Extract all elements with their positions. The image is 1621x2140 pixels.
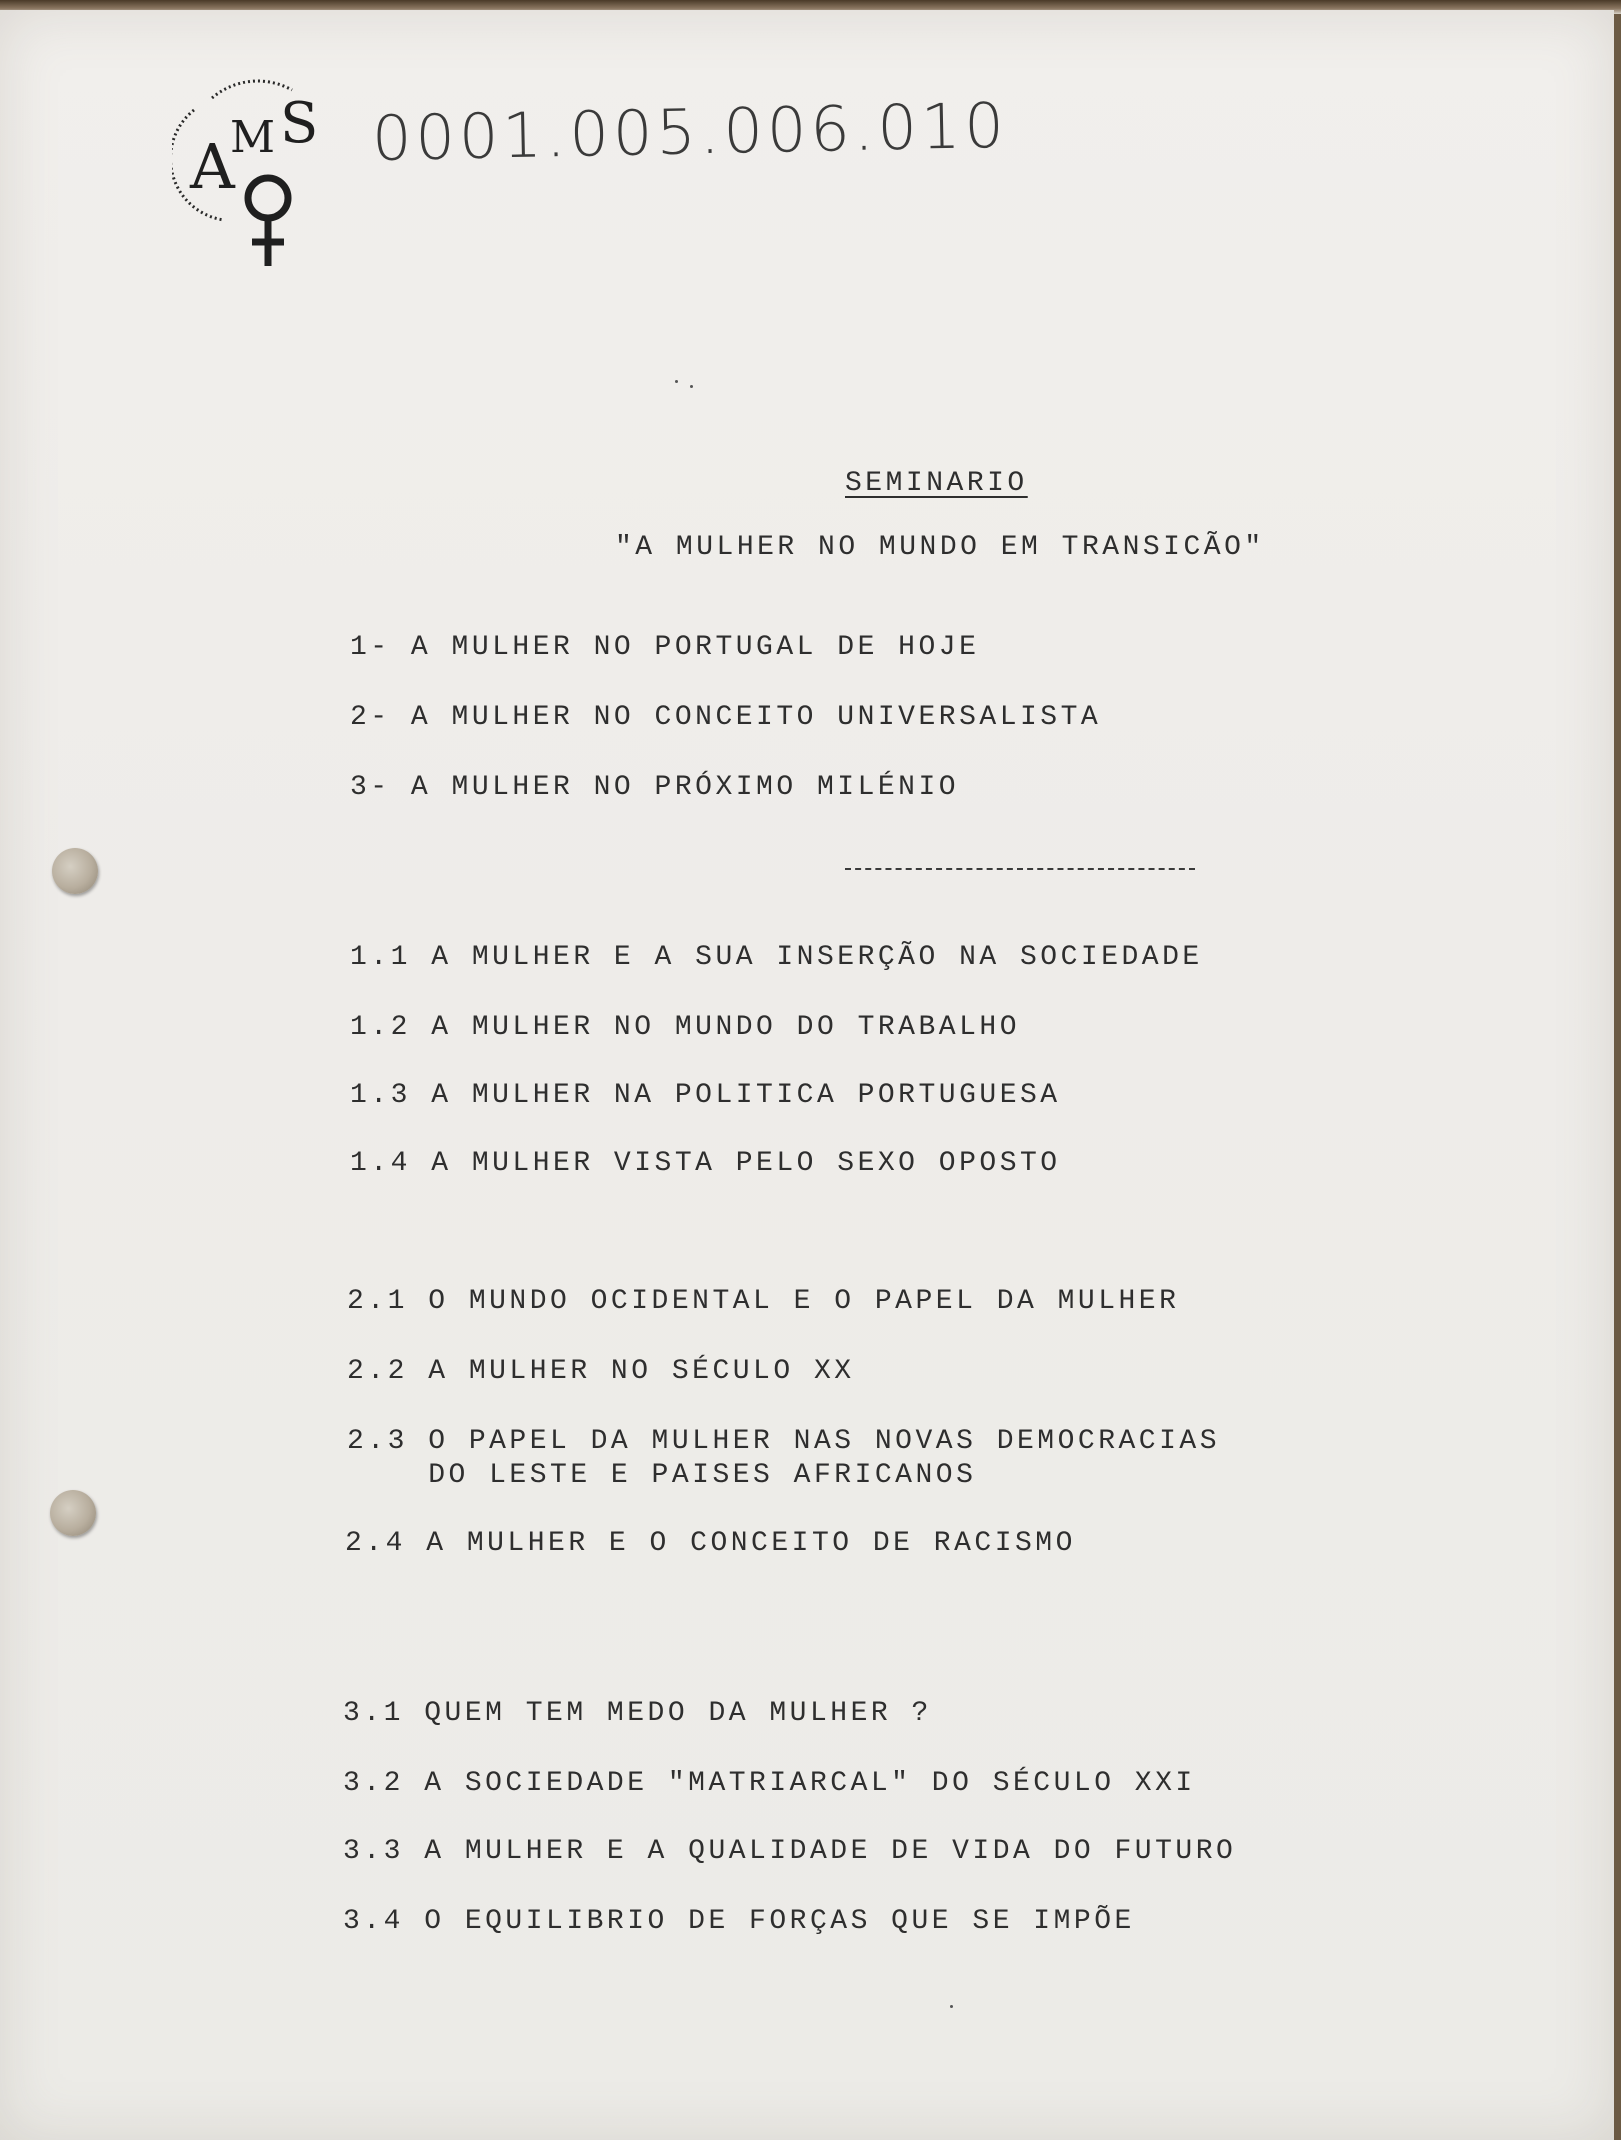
speck: [950, 2005, 953, 2008]
speck: [690, 385, 693, 388]
section1-item: 1.2 A MULHER NO MUNDO DO TRABALHO: [350, 1012, 1020, 1043]
section2-item: 2.4 A MULHER E O CONCEITO DE RACISMO: [345, 1528, 1076, 1559]
section3-item: 3.4 O EQUILIBRIO DE FORÇAS QUE SE IMPÕE: [343, 1906, 1135, 1937]
svg-text:S: S: [280, 91, 319, 156]
speck: [675, 380, 678, 383]
theme-item: 3- A MULHER NO PRÓXIMO MILÉNIO: [350, 772, 960, 803]
catalog-number: 0001.005.006.010: [371, 88, 1009, 175]
section2-item-continuation: DO LESTE E PAISES AFRICANOS: [347, 1460, 977, 1491]
section3-item: 3.2 A SOCIEDADE "MATRIARCAL" DO SÉCULO XXI: [343, 1768, 1196, 1799]
section2-item: 2.3 O PAPEL DA MULHER NAS NOVAS DEMOCRACIAS: [347, 1426, 1221, 1457]
document-page: [0, 10, 1614, 2140]
svg-text:M: M: [230, 112, 276, 163]
section3-item: 3.1 QUEM TEM MEDO DA MULHER ?: [343, 1698, 932, 1729]
section2-item: 2.1 O MUNDO OCIDENTAL E O PAPEL DA MULHER: [347, 1286, 1180, 1317]
section3-item: 3.3 A MULHER E A QUALIDADE DE VIDA DO FUTURO: [343, 1836, 1237, 1867]
section1-item: 1.4 A MULHER VISTA PELO SEXO OPOSTO: [350, 1148, 1061, 1179]
theme-item: 1- A MULHER NO PORTUGAL DE HOJE: [350, 632, 980, 663]
section1-item: 1.3 A MULHER NA POLITICA PORTUGUESA: [350, 1080, 1061, 1111]
document-heading: SEMINARIO: [845, 468, 1028, 499]
punch-hole-bottom: [50, 1490, 96, 1536]
section1-item: 1.1 A MULHER E A SUA INSERÇÃO NA SOCIEDADE: [350, 942, 1203, 973]
punch-hole-top: [52, 848, 98, 894]
ams-logo: [172, 70, 332, 275]
document-subtitle: "A MULHER NO MUNDO EM TRANSICÃO": [615, 532, 1265, 563]
section2-item: 2.2 A MULHER NO SÉCULO XX: [347, 1356, 855, 1387]
svg-text:A: A: [190, 130, 235, 203]
section-divider: [845, 868, 1195, 870]
theme-item: 2- A MULHER NO CONCEITO UNIVERSALISTA: [350, 702, 1102, 733]
